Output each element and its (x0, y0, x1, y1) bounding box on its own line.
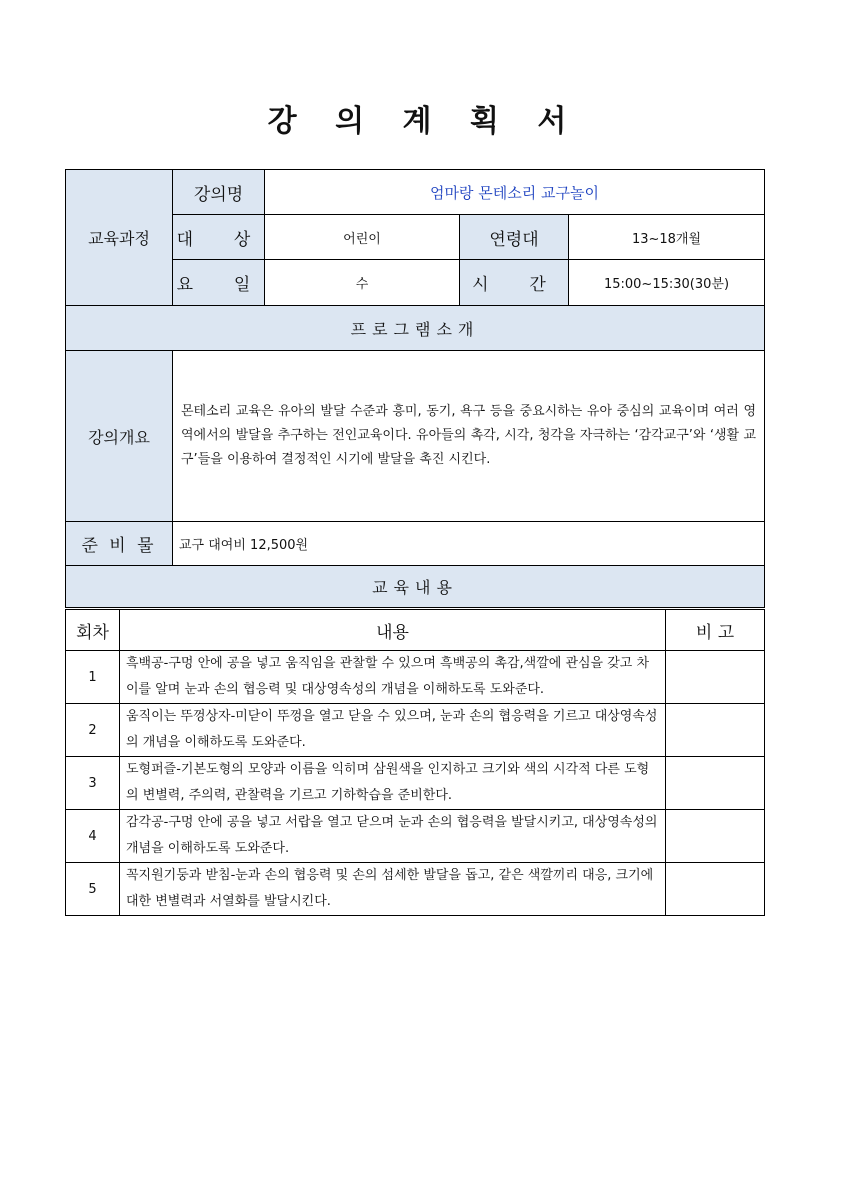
course-group-label: 교육과정 (66, 170, 173, 306)
round-note (666, 810, 765, 863)
lecture-plan-form (65, 169, 764, 916)
course-name-value: 엄마랑 몬테소리 교구놀이 (265, 170, 765, 215)
round-number: 1 (66, 651, 120, 704)
program-intro-heading: 프로그램소개 (66, 306, 765, 351)
round-header: 회차 (66, 609, 120, 651)
target-value: 어린이 (265, 215, 460, 260)
course-name-label: 강의명 (173, 170, 265, 215)
day-value: 수 (265, 260, 460, 306)
overview-text: 몬테소리 교육은 유아의 발달 수준과 흥미, 동기, 욕구 등을 중요시하는 유아 중심의 교육이며 여러 영역에서의 발달을 추구하는 전인교육이다. 유아들의 촉각, 시각, 청각을 자극하는 ‘감각교구’와 ‘생활 교구’들을 이용하여 결정적인 시기에 발달을 촉진 시킨다. (173, 351, 765, 522)
round-content: 흑백공-구멍 안에 공을 넣고 움직임을 관찰할 수 있으며 흑백공의 촉감,색깔에 관심을 갖고 차이를 알며 눈과 손의 협응력 및 대상영속성의 개념을 이해하도록 도와준다. (120, 651, 666, 704)
round-content: 꼭지원기둥과 받침-눈과 손의 협응력 및 손의 섬세한 발달을 돕고, 같은 색깔끼리 대응, 크기에 대한 변별력과 서열화를 발달시킨다. (120, 863, 666, 916)
day-label: 요 일 (173, 260, 265, 306)
contents-table (65, 607, 765, 916)
note-header: 비 고 (666, 609, 765, 651)
target-label: 대 상 (173, 215, 265, 260)
prep-value: 교구 대여비 12,500원 (173, 522, 765, 566)
prep-label: 준 비 물 (66, 522, 173, 566)
table-row (66, 651, 765, 704)
round-number: 3 (66, 757, 120, 810)
table-row (66, 757, 765, 810)
round-number: 5 (66, 863, 120, 916)
course-info-table (65, 169, 765, 608)
table-row (66, 704, 765, 757)
round-content: 감각공-구멍 안에 공을 넣고 서랍을 열고 닫으며 눈과 손의 협응력을 발달시키고, 대상영속성의 개념을 이해하도록 도와준다. (120, 810, 666, 863)
round-number: 4 (66, 810, 120, 863)
overview-label: 강의개요 (66, 351, 173, 522)
time-value: 15:00~15:30(30분) (569, 260, 765, 306)
round-note (666, 757, 765, 810)
age-value: 13~18개월 (569, 215, 765, 260)
round-content: 도형퍼즐-기본도형의 모양과 이름을 익히며 삼원색을 인지하고 크기와 색의 시각적 다른 도형의 변별력, 주의력, 관찰력을 기르고 기하학습을 준비한다. (120, 757, 666, 810)
round-note (666, 704, 765, 757)
round-number: 2 (66, 704, 120, 757)
age-label: 연령대 (460, 215, 569, 260)
document-title: 강 의 계 획 서 (267, 104, 581, 139)
table-row (66, 810, 765, 863)
round-note (666, 863, 765, 916)
contents-heading: 교육내용 (66, 566, 765, 608)
round-content: 움직이는 뚜껑상자-미닫이 뚜껑을 열고 닫을 수 있으며, 눈과 손의 협응력을 기르고 대상영속성의 개념을 이해하도록 도와준다. (120, 704, 666, 757)
round-note (666, 651, 765, 704)
content-header: 내용 (120, 609, 666, 651)
time-label: 시 간 (460, 260, 569, 306)
table-row (66, 863, 765, 916)
